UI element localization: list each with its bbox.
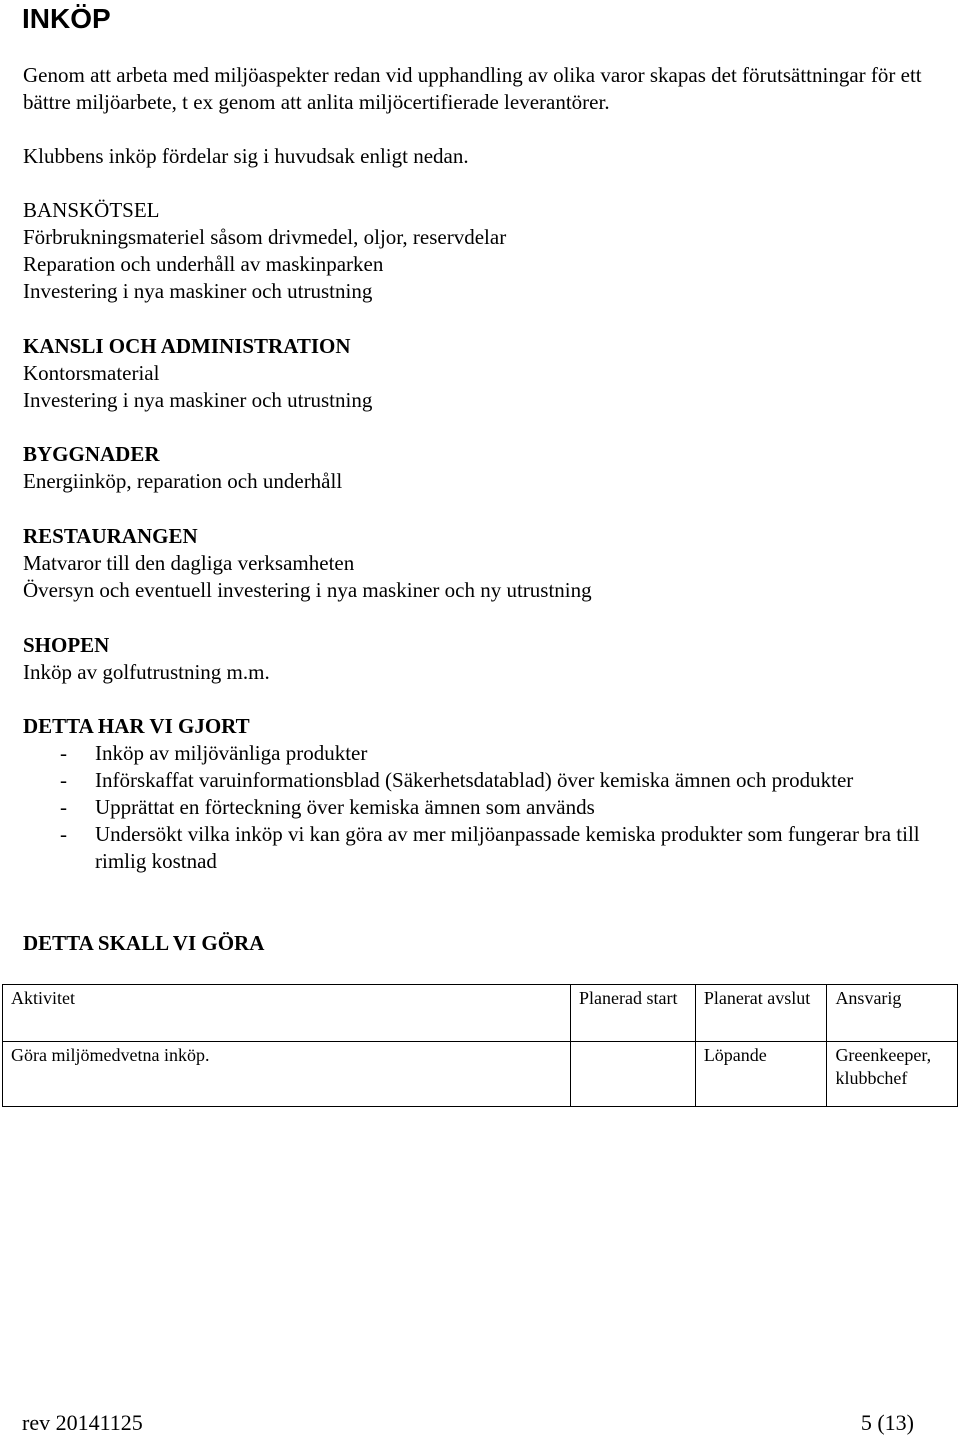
list-dash: - [60, 741, 67, 765]
intro-paragraph: Genom att arbeta med miljöaspekter redan vid upphandling av olika varor skapas det förutsättningar för ett bättre miljöarbete, t ex genom att anlita miljöcertifierade leverantörer. [23, 63, 922, 114]
section-line: Matvaror till den dagliga verksamheten [23, 551, 355, 575]
section-line: Översyn och eventuell investering i nya maskiner och ny utrustning [23, 578, 592, 602]
section-line: Inköp av golfutrustning m.m. [23, 660, 270, 684]
revision-label: rev 20141125 [22, 1410, 143, 1435]
table-cell [571, 1042, 696, 1107]
table-cell: Göra miljömedvetna inköp. [3, 1042, 571, 1107]
table-row [3, 1042, 958, 1107]
list-item-text: Undersökt vilka inköp vi kan göra av mer miljöanpassade kemiska produkter som fungerar bra till rimlig kostnad [95, 822, 920, 873]
intro-summary: Klubbens inköp fördelar sig i huvudsak enligt nedan. [23, 144, 469, 168]
page-number: 5 (13) [860, 1410, 914, 1435]
list-item-text: Inköp av miljövänliga produkter [95, 741, 368, 765]
todo-heading: DETTA SKALL VI GÖRA [23, 931, 265, 955]
table-header-cell: Planerad start [571, 985, 696, 1042]
section-line: Kontorsmaterial [23, 361, 160, 385]
section-heading: BYGGNADER [23, 442, 160, 466]
section-line: Reparation och underhåll av maskinparken [23, 252, 384, 276]
section-heading: KANSLI OCH ADMINISTRATION [23, 334, 351, 358]
section-heading: SHOPEN [23, 633, 110, 657]
list-dash: - [60, 768, 67, 792]
table-header-cell: Ansvarig [827, 985, 958, 1042]
section-kansli [23, 333, 372, 414]
list-item [23, 740, 923, 767]
section-line: Investering i nya maskiner och utrustning [23, 279, 373, 303]
section-line: Investering i nya maskiner och utrustning [23, 388, 373, 412]
list-item-text: Införskaffat varuinformationsblad (Säkerhetsdatablad) över kemiska ämnen och produkter [95, 768, 854, 792]
list-dash: - [60, 822, 67, 846]
table-header-cell: Planerat avslut [695, 985, 827, 1042]
section-shopen [23, 632, 270, 686]
action-plan-table [2, 984, 958, 1107]
page-title: INKÖP [22, 3, 111, 34]
list-item [23, 794, 923, 821]
section-byggnader [23, 441, 342, 495]
section-banskotsel [23, 197, 506, 305]
list-dash: - [60, 795, 67, 819]
section-line: Energiinköp, reparation och underhåll [23, 469, 343, 493]
table-cell: Löpande [695, 1042, 827, 1107]
section-restaurangen [23, 523, 592, 604]
done-heading: DETTA HAR VI GJORT [23, 714, 250, 738]
section-heading: BANSKÖTSEL [23, 198, 160, 222]
table-header-cell: Aktivitet [3, 985, 571, 1042]
done-list [23, 740, 923, 875]
table-header-row [3, 985, 958, 1042]
list-item [23, 767, 923, 794]
list-item [23, 821, 923, 875]
table-cell: Greenkeeper, klubbchef [827, 1042, 958, 1107]
list-item-text: Upprättat en förteckning över kemiska ämnen som används [95, 795, 595, 819]
section-line: Förbrukningsmateriel såsom drivmedel, oljor, reservdelar [23, 225, 507, 249]
section-heading: RESTAURANGEN [23, 524, 198, 548]
